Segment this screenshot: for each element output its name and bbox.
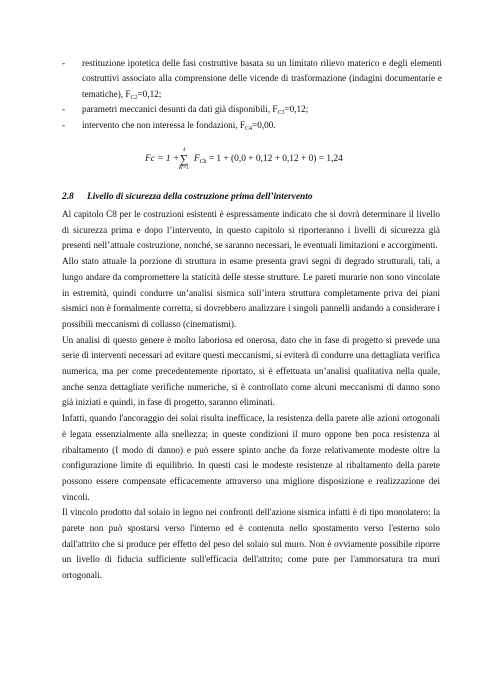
list-item-value: =0,00. [252,119,276,130]
list-item-text: restituzione ipotetica delle fasi costruttive basata su un limitato rilievo materico e degli elementi costruttivi associato alla comprensione delle vicende di trasformazione (indagini documentarie e tematiche), F [82,58,442,99]
list-item-value: =0,12; [284,104,309,115]
summation [177,147,191,171]
list-item-value: =0,12; [137,88,162,99]
list-dash: - [62,104,66,115]
section-body [62,207,440,584]
list-item-subscript: C4 [245,125,253,132]
sum-upper-limit: 4 [182,147,186,153]
factor-list [62,56,442,133]
paragraph: Un analisi di questo genere è molto laboriosa ed onerosa, dato che in fase di progetto si prevede una serie di interventi necessari ad evitare questi meccanismi, si eviterà di condurre una dettagliata verifica numerica, ma per come precedentemente riportato, si è effettuata un’analisi qualitativa nella quale, anche senza dettagliate verifiche numeriche, si è controllato come alcuni meccanismi di danno sono già iniziati e quindi, in fase di progetto, saranno eliminati. [62,334,440,408]
list-item-subscript: C3 [277,110,285,117]
list-dash: - [62,58,66,68]
paragraph: Infatti, quando l'ancoraggio dei solai risulta inefficace, la resistenza della parete alle azioni ortogonali è legata essenzialmente alla snellezza; in queste condizioni il muro oppone ben poca resistenza al ribaltamento (I modo di danno) e può essere spinto anche da forze relativamente modeste oltre la configurazione limite di equilibrio. In questi casi le modeste resistenze al ribaltamento della parete possono essere compensate efficacemente attraverso una migliore disposizione e realizzazione dei vincoli. [62,413,440,502]
list-item [62,56,442,102]
formula-rhs [194,154,343,164]
list-item-text: parametri meccanici desunti da dati già disponibili, F [82,104,278,115]
formula-term-subscript: Ck [199,159,207,165]
paragraph: Il vincolo prodotto dal solaio in legno nei confronti dell'azione sismica infatti è di tipo monolatero: la parete non può spostarsi verso l'interno ed è contenuta nello spostamento verso l'esterno solo dall'attrito che si produce per effetto del peso del solaio sul muro. Non è ovviamente possibile riporre un livello di fiducia sufficiente sull'efficacia dell'attrito; come pure per l'ammorsatura tra muri ortogonali. [62,507,440,581]
paragraph: Al capitolo C8 per le costruzioni esistenti è espressamente indicato che si dovrà determinare il livello di sicurezza prima e dopo l’intervento, in questo capitolo si riporteranno i livelli di sicurezza già presenti nell’attuale costruzione, nonché, se saranno necessari, le eventuali limitazioni e accorgimenti. [62,209,440,251]
paragraph: Allo stato attuale la porzione di struttura in esame presenta gravi segni di degrado strutturali, tali, a lungo andare da compromettere la staticità delle stesse strutture. Le pareti murarie non sono vincolate in estremità, quindi condurre un’analisi sismica sull’intera struttura completamente priva dei piani sismici non è formalmente corretta, si dovrebbero analizzare i singoli pannelli andando a considerare i possibili meccanismi di collasso (cinematismi). [62,256,440,329]
list-item-subscript: C2 [130,94,138,101]
section-title: Livello di sicurezza della costruzione prima dell’intervento [87,192,313,202]
section-heading [62,192,313,202]
sigma-symbol: ∑ [179,152,189,166]
list-item [62,102,442,117]
sum-lower-limit: K=1 [178,165,190,171]
formula-lhs: Fc = 1 + [145,154,180,164]
safety-factor-formula [145,145,385,171]
list-item-text: intervento che non interessa le fondazioni, F [82,119,246,130]
formula-term: F [194,154,200,164]
list-item [62,118,442,133]
list-dash: - [62,119,66,130]
formula-result: = 1 + (0,0 + 0,12 + 0,12 + 0) = 1,24 [206,154,343,164]
section-number: 2.8 [62,192,74,202]
